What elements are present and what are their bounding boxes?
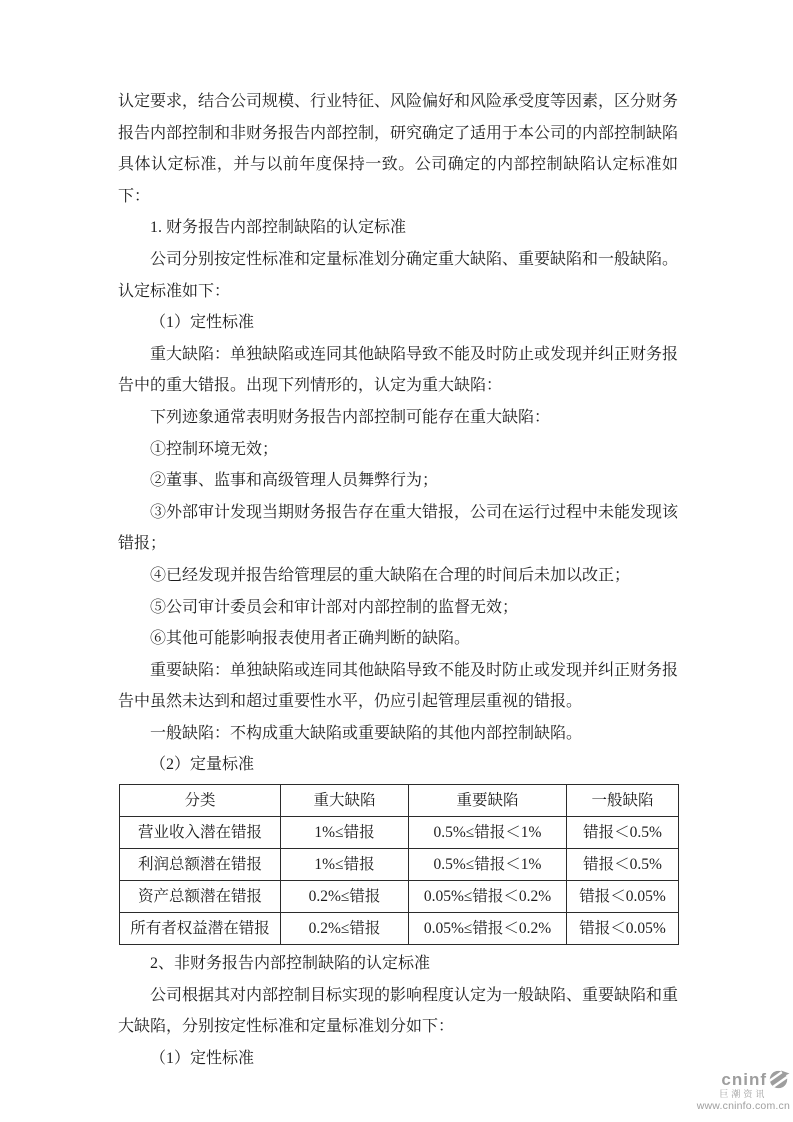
cninfo-logo-url: www.cninfo.com.cn: [696, 1100, 790, 1112]
table-cell: 资产总额潜在错报: [120, 881, 281, 913]
table-cell: 0.5%≤错报＜1%: [409, 849, 567, 881]
table-cell: 错报＜0.5%: [567, 849, 679, 881]
cninfo-logo-subtext: 巨潮资讯: [719, 1089, 768, 1099]
paragraph-continuation: 认定要求，结合公司规模、行业特征、风险偏好和风险承受度等因素，区分财务报告内部控制和非财务报告内部控制，研究确定了适用于本公司的内部控制缺陷具体认定标准，并与以前年度保持一致。公司确定的内部控制缺陷认定标准如下：: [118, 93, 679, 205]
table-cell: 错报＜0.05%: [567, 881, 679, 913]
table-header-cell: 一般缺陷: [567, 785, 679, 817]
table-cell: 0.05%≤错报＜0.2%: [409, 913, 567, 945]
list-item-5: ⑤公司审计委员会和审计部对内部控制的监督无效；: [150, 598, 519, 616]
table-cell: 所有者权益潜在错报: [120, 913, 281, 945]
heading-quantitative-criteria: （2）定量标准: [150, 756, 255, 774]
paragraph-criteria-overview: 公司分别按定性标准和定量标准划分确定重大缺陷、重要缺陷和一般缺陷。认定标准如下：: [118, 250, 679, 300]
heading-qualitative-criteria-1: （1）定性标准: [150, 314, 255, 332]
table-cell: 利润总额潜在错报: [120, 849, 281, 881]
paragraph-nonfinancial-overview: 公司根据其对内部控制目标实现的影响程度认定为一般缺陷、重要缺陷和重大缺陷，分别按定性标准和定量标准划分如下：: [118, 986, 679, 1036]
paragraph-major-deficiency: 重大缺陷：单独缺陷或连同其他缺陷导致不能及时防止或发现并纠正财务报告中的重大错报。出现下列情形的，认定为重大缺陷：: [118, 345, 679, 395]
list-item-1: ①控制环境无效；: [150, 440, 279, 458]
table-cell: 0.5%≤错报＜1%: [409, 817, 567, 849]
paragraph-general-deficiency: 一般缺陷：不构成重大缺陷或重要缺陷的其他内部控制缺陷。: [150, 724, 583, 742]
heading-nonfinancial-report-criteria: 2、非财务报告内部控制缺陷的认定标准: [150, 955, 431, 973]
heading-qualitative-criteria-2: （1）定性标准: [150, 1049, 255, 1067]
quantitative-criteria-table: [119, 784, 679, 945]
list-item-3: ③外部审计发现当期财务报告存在重大错报，公司在运行过程中未能发现该错报；: [118, 503, 679, 553]
cninfo-watermark: [697, 1070, 790, 1112]
table-row: [120, 817, 679, 849]
table-header-cell: 重大缺陷: [281, 785, 409, 817]
table-row: [120, 881, 679, 913]
table-cell: 1%≤错报: [281, 817, 409, 849]
table-cell: 0.2%≤错报: [281, 881, 409, 913]
list-item-6: ⑥其他可能影响报表使用者正确判断的缺陷。: [150, 630, 471, 648]
paragraph-signs-intro: 下列迹象通常表明财务报告内部控制可能存在重大缺陷：: [150, 408, 551, 426]
cninfo-logo: [721, 1070, 790, 1089]
table-cell: 0.05%≤错报＜0.2%: [409, 881, 567, 913]
table-cell: 1%≤错报: [281, 849, 409, 881]
table-row: [120, 913, 679, 945]
table-cell: 营业收入潜在错报: [120, 817, 281, 849]
table-cell: 0.2%≤错报: [281, 913, 409, 945]
document-body: [118, 86, 678, 1074]
paragraph-important-deficiency: 重要缺陷：单独缺陷或连同其他缺陷导致不能及时防止或发现并纠正财务报告中虽然未达到和超过重要性水平，仍应引起管理层重视的错报。: [118, 661, 679, 711]
heading-financial-report-criteria: 1. 财务报告内部控制缺陷的认定标准: [150, 219, 407, 237]
table-header-cell: 分类: [120, 785, 281, 817]
list-item-2: ②董事、监事和高级管理人员舞弊行为；: [150, 472, 439, 490]
table-cell: 错报＜0.05%: [567, 913, 679, 945]
table-row: [120, 849, 679, 881]
table-cell: 错报＜0.5%: [567, 817, 679, 849]
list-item-4: ④已经发现并报告给管理层的重大缺陷在合理的时间后未加以改正；: [150, 566, 631, 584]
cninfo-logo-text: cninf: [721, 1069, 767, 1089]
table-header-row: [120, 785, 679, 817]
cninfo-swirl-icon: [768, 1070, 790, 1089]
table-header-cell: 重要缺陷: [409, 785, 567, 817]
